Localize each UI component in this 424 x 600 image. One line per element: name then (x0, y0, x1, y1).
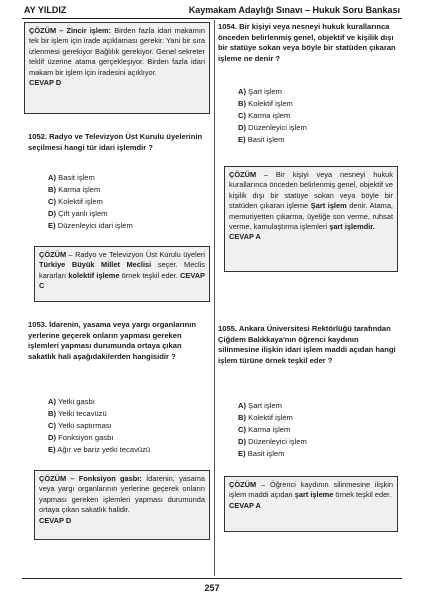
solution-box-1054: ÇÖZÜM – Bir kişiyi veya nesneyi hukuk kurallarınca önceden belirlenmiş genel, objektif ve kişilik dışı bir statüye sokan veya böyle bir statüden çıkaran işleme Şart işlem denir. Atama, memuriyetten çıkarma, üyeliğe son verme, ruhsat verme, kamulaştırma işlemleri şart işlemdir. CEVAP A (224, 166, 398, 272)
option-a: A) Şart işlem (238, 87, 282, 96)
option-a: A) Şart işlem (238, 401, 282, 410)
option-e: E) Basit işlem (238, 449, 285, 458)
answer-label: CEVAP D (29, 78, 62, 88)
option-b: B) Yetki tecavüzü (48, 409, 107, 418)
answer-label: CEVAP A (229, 232, 261, 242)
option-b: B) Kolektif işlem (238, 99, 293, 108)
option-a: A) Basit işlem (48, 173, 95, 182)
page-number: 257 (204, 583, 220, 593)
question-text: Bir kişiyi veya nesneyi hukuk kurallarınca önceden belirlenmiş genel, objektif ve kişilik dışı bir statüye sokan veya böyle bir statüden çıkaran işleme ne denir ? (218, 22, 396, 63)
options-1055 (238, 400, 307, 460)
option-a: A) Yetki gasbı (48, 397, 95, 406)
solution-text: Birden fazla idari makamın tek bir işlem için irade açıklaması gerekir. Yani bir sıra izlenmesi gerekiyor Bağlılık gerekiyor. Genel sekreter teklif üzerine atama gerçekleşiyor. Birden fazla idari makam bir işlem için iradesini açıklıyor. (29, 26, 205, 77)
option-d: D) Fonksiyon gasbı (48, 433, 114, 442)
question-text: İdarenin, yasama veya yargı organlarının yerlerine geçerek onların yapması gereken işlemleri yapması durumunda ortaya çıkan sakatlık hali aşağıdakilerden hangisidir ? (28, 320, 197, 361)
solution-box-1051 (24, 22, 210, 114)
column-divider (214, 20, 215, 576)
option-d: D) Çift yanlı işlem (48, 209, 108, 218)
solution-box-1052: ÇÖZÜM – Radyo ve Televizyon Üst Kurulu üyeleri Türkiye Büyük Millet Meclisi seçer. Meclis kararları kolektif işleme örnek teşkil eder. CEVAP C (34, 246, 210, 302)
solution-box-1055: ÇÖZÜM – Öğrenci kaydının silinmesine ilişkin işlem maddi açıdan şart işleme örnek teşkil eder. CEVAP A (224, 476, 398, 532)
option-e: E) Ağır ve bariz yetki tecavüzü (48, 445, 151, 454)
option-c: C) Karma işlem (238, 111, 291, 120)
solution-label: ÇÖZÜM – Zincir işlem: (29, 26, 112, 35)
option-c: C) Karma işlem (238, 425, 291, 434)
question-1053 (28, 320, 206, 362)
option-e: E) Basit işlem (238, 135, 285, 144)
question-number: 1055. (218, 324, 238, 333)
question-number: 1053. (28, 320, 48, 329)
author-name: AY YILDIZ (24, 5, 67, 15)
option-b: B) Kolektif işlem (238, 413, 293, 422)
page-header (22, 2, 402, 19)
option-e: E) Düzenleyici idari işlem (48, 221, 133, 230)
footer-rule (22, 578, 402, 579)
question-1054 (218, 22, 398, 64)
question-text: Radyo ve Televizyon Üst Kurulu üyelerinin seçilmesi hangi tür idari işlemdir ? (28, 132, 203, 152)
option-b: B) Karma işlem (48, 185, 101, 194)
options-1054 (238, 86, 307, 146)
options-1053 (48, 396, 150, 456)
question-text: Ankara Üniversitesi Rektörlüğü tarafından Çiğdem Balıkkaya'nın öğrenci kaydının silinmesine ilişkin idari işlem maddi açıdan hangi işlem türüne örnek teşkil eder ? (218, 324, 396, 365)
option-c: C) Yetki saptırması (48, 421, 112, 430)
option-c: C) Kolektif işlem (48, 197, 103, 206)
question-number: 1054. (218, 22, 238, 31)
option-d: D) Düzenleyici işlem (238, 437, 307, 446)
option-d: D) Düzenleyici işlem (238, 123, 307, 132)
answer-label: CEVAP C (39, 270, 205, 291)
book-title: Kaymakam Adaylığı Sınavı – Hukuk Soru Bankası (188, 5, 400, 15)
answer-label: CEVAP D (39, 515, 72, 525)
solution-box-1053: ÇÖZÜM – Fonksiyon gasbı: İdarenin, yasama veya yargı organlarının yerlerine geçerek onların yapması gereken işlemleri yapması durumunda ortaya çıkan sakatlık halidir. CEVAP D (34, 470, 210, 540)
question-1052 (28, 132, 206, 153)
answer-label: CEVAP A (229, 500, 261, 510)
options-1052 (48, 172, 133, 232)
question-number: 1052. (28, 132, 48, 141)
question-1055 (218, 324, 398, 366)
